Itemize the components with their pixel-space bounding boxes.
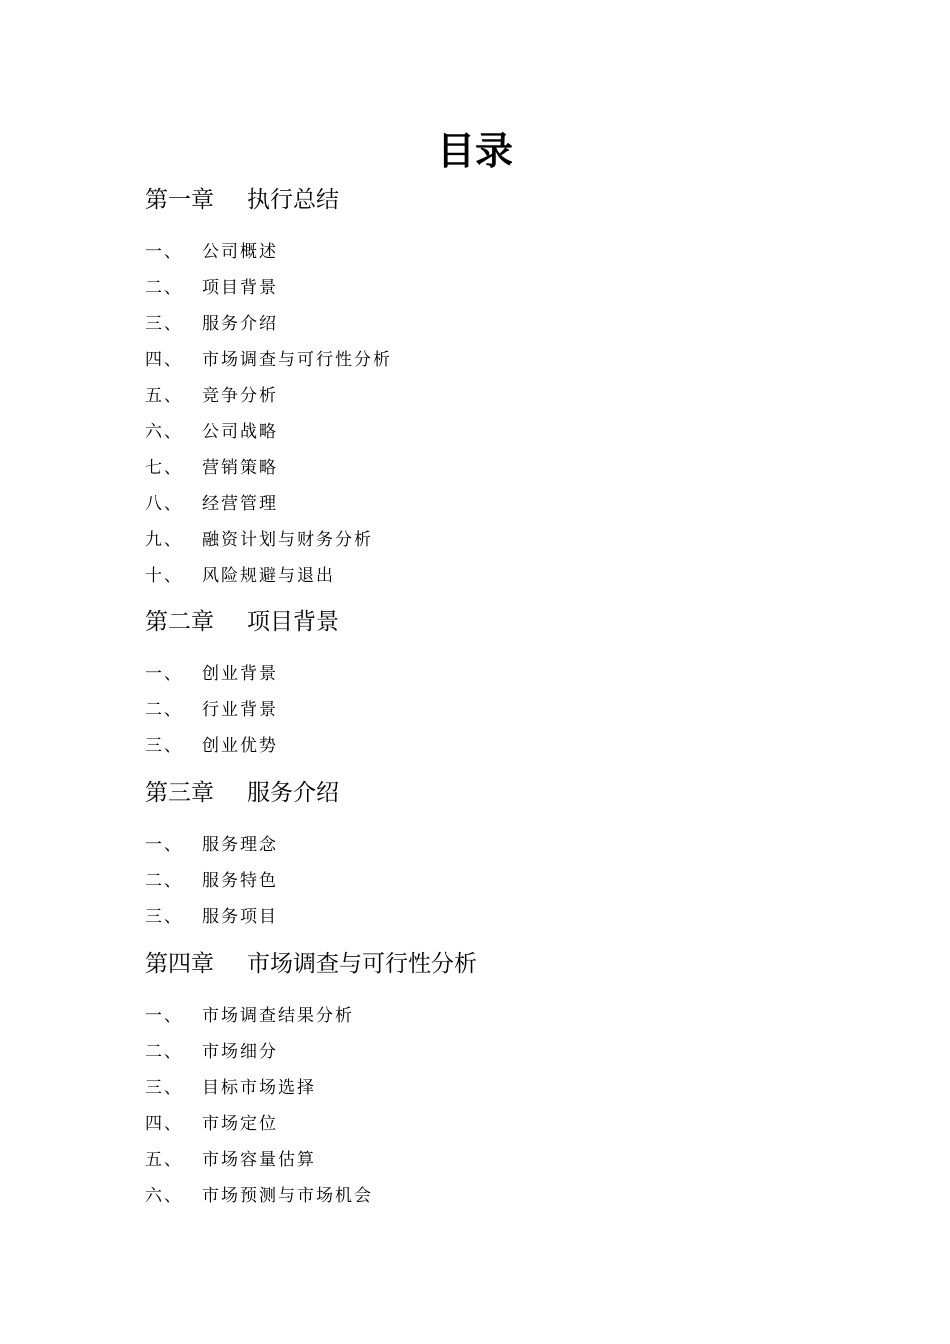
chapter-title: 市场调查与可行性分析 <box>247 951 477 977</box>
chapter-title: 项目背景 <box>247 609 339 635</box>
toc-entry-number: 二、 <box>145 700 183 720</box>
toc-entry-number: 二、 <box>145 871 183 891</box>
chapter-heading <box>145 184 339 216</box>
toc-entry-text: 市场调查与可行性分析 <box>202 350 392 370</box>
toc-entry-number: 九、 <box>145 530 183 550</box>
toc-entry <box>145 276 278 300</box>
toc-entry <box>145 384 278 408</box>
toc-entry-text: 服务理念 <box>202 835 278 855</box>
toc-entry <box>145 564 335 588</box>
toc-entry <box>145 698 278 722</box>
toc-entry <box>145 240 278 264</box>
toc-entry-text: 目标市场选择 <box>202 1078 316 1098</box>
toc-entry-number: 三、 <box>145 1078 183 1098</box>
toc-entry-number: 二、 <box>145 278 183 298</box>
toc-entry <box>145 1112 278 1136</box>
toc-entry-text: 创业优势 <box>202 736 278 756</box>
toc-entry-number: 一、 <box>145 1006 183 1026</box>
toc-entry-text: 行业背景 <box>202 700 278 720</box>
toc-entry <box>145 348 392 372</box>
toc-entry-number: 八、 <box>145 494 183 514</box>
toc-entry-text: 经营管理 <box>202 494 278 514</box>
chapter-title: 服务介绍 <box>247 780 339 806</box>
toc-entry <box>145 662 278 686</box>
toc-entry-number: 三、 <box>145 736 183 756</box>
toc-entry-number: 三、 <box>145 907 183 927</box>
chapter-number: 第四章 <box>145 951 214 977</box>
toc-entry-text: 竞争分析 <box>202 386 278 406</box>
toc-entry <box>145 312 278 336</box>
chapter-number: 第三章 <box>145 780 214 806</box>
toc-entry <box>145 528 373 552</box>
toc-entry-number: 五、 <box>145 386 183 406</box>
toc-entry <box>145 869 278 893</box>
toc-entry-number: 六、 <box>145 1186 183 1206</box>
chapter-heading <box>145 606 339 638</box>
toc-entry-text: 服务特色 <box>202 871 278 891</box>
toc-entry <box>145 833 278 857</box>
toc-entry <box>145 456 278 480</box>
toc-entry-number: 四、 <box>145 350 183 370</box>
toc-entry-number: 一、 <box>145 835 183 855</box>
chapter-number: 第二章 <box>145 609 214 635</box>
toc-entry <box>145 1004 354 1028</box>
chapter-heading <box>145 777 339 809</box>
toc-entry-number: 一、 <box>145 242 183 262</box>
toc-entry-number: 五、 <box>145 1150 183 1170</box>
toc-entry <box>145 1184 373 1208</box>
toc-entry <box>145 1040 278 1064</box>
toc-entry-text: 市场预测与市场机会 <box>202 1186 373 1206</box>
toc-entry <box>145 1076 316 1100</box>
toc-entry <box>145 734 278 758</box>
toc-entry-number: 六、 <box>145 422 183 442</box>
toc-entry-text: 服务项目 <box>202 907 278 927</box>
toc-entry-text: 公司概述 <box>202 242 278 262</box>
toc-title: 目录 <box>436 129 513 173</box>
toc-entry <box>145 1148 316 1172</box>
chapter-heading <box>145 948 477 980</box>
toc-entry-text: 项目背景 <box>202 278 278 298</box>
toc-entry-number: 一、 <box>145 664 183 684</box>
toc-entry <box>145 905 278 929</box>
toc-entry-number: 二、 <box>145 1042 183 1062</box>
toc-entry-text: 市场细分 <box>202 1042 278 1062</box>
toc-entry <box>145 420 278 444</box>
chapter-number: 第一章 <box>145 187 214 213</box>
toc-entry-text: 市场容量估算 <box>202 1150 316 1170</box>
toc-entry-text: 创业背景 <box>202 664 278 684</box>
toc-entry-text: 市场调查结果分析 <box>202 1006 354 1026</box>
toc-entry-number: 十、 <box>145 566 183 586</box>
toc-entry-text: 公司战略 <box>202 422 278 442</box>
toc-entry <box>145 492 278 516</box>
toc-entry-text: 营销策略 <box>202 458 278 478</box>
toc-entry-text: 服务介绍 <box>202 314 278 334</box>
toc-entry-text: 融资计划与财务分析 <box>202 530 373 550</box>
chapter-title: 执行总结 <box>247 187 339 213</box>
toc-entry-number: 七、 <box>145 458 183 478</box>
toc-entry-text: 市场定位 <box>202 1114 278 1134</box>
toc-entry-number: 四、 <box>145 1114 183 1134</box>
toc-entry-number: 三、 <box>145 314 183 334</box>
toc-entry-text: 风险规避与退出 <box>202 566 335 586</box>
